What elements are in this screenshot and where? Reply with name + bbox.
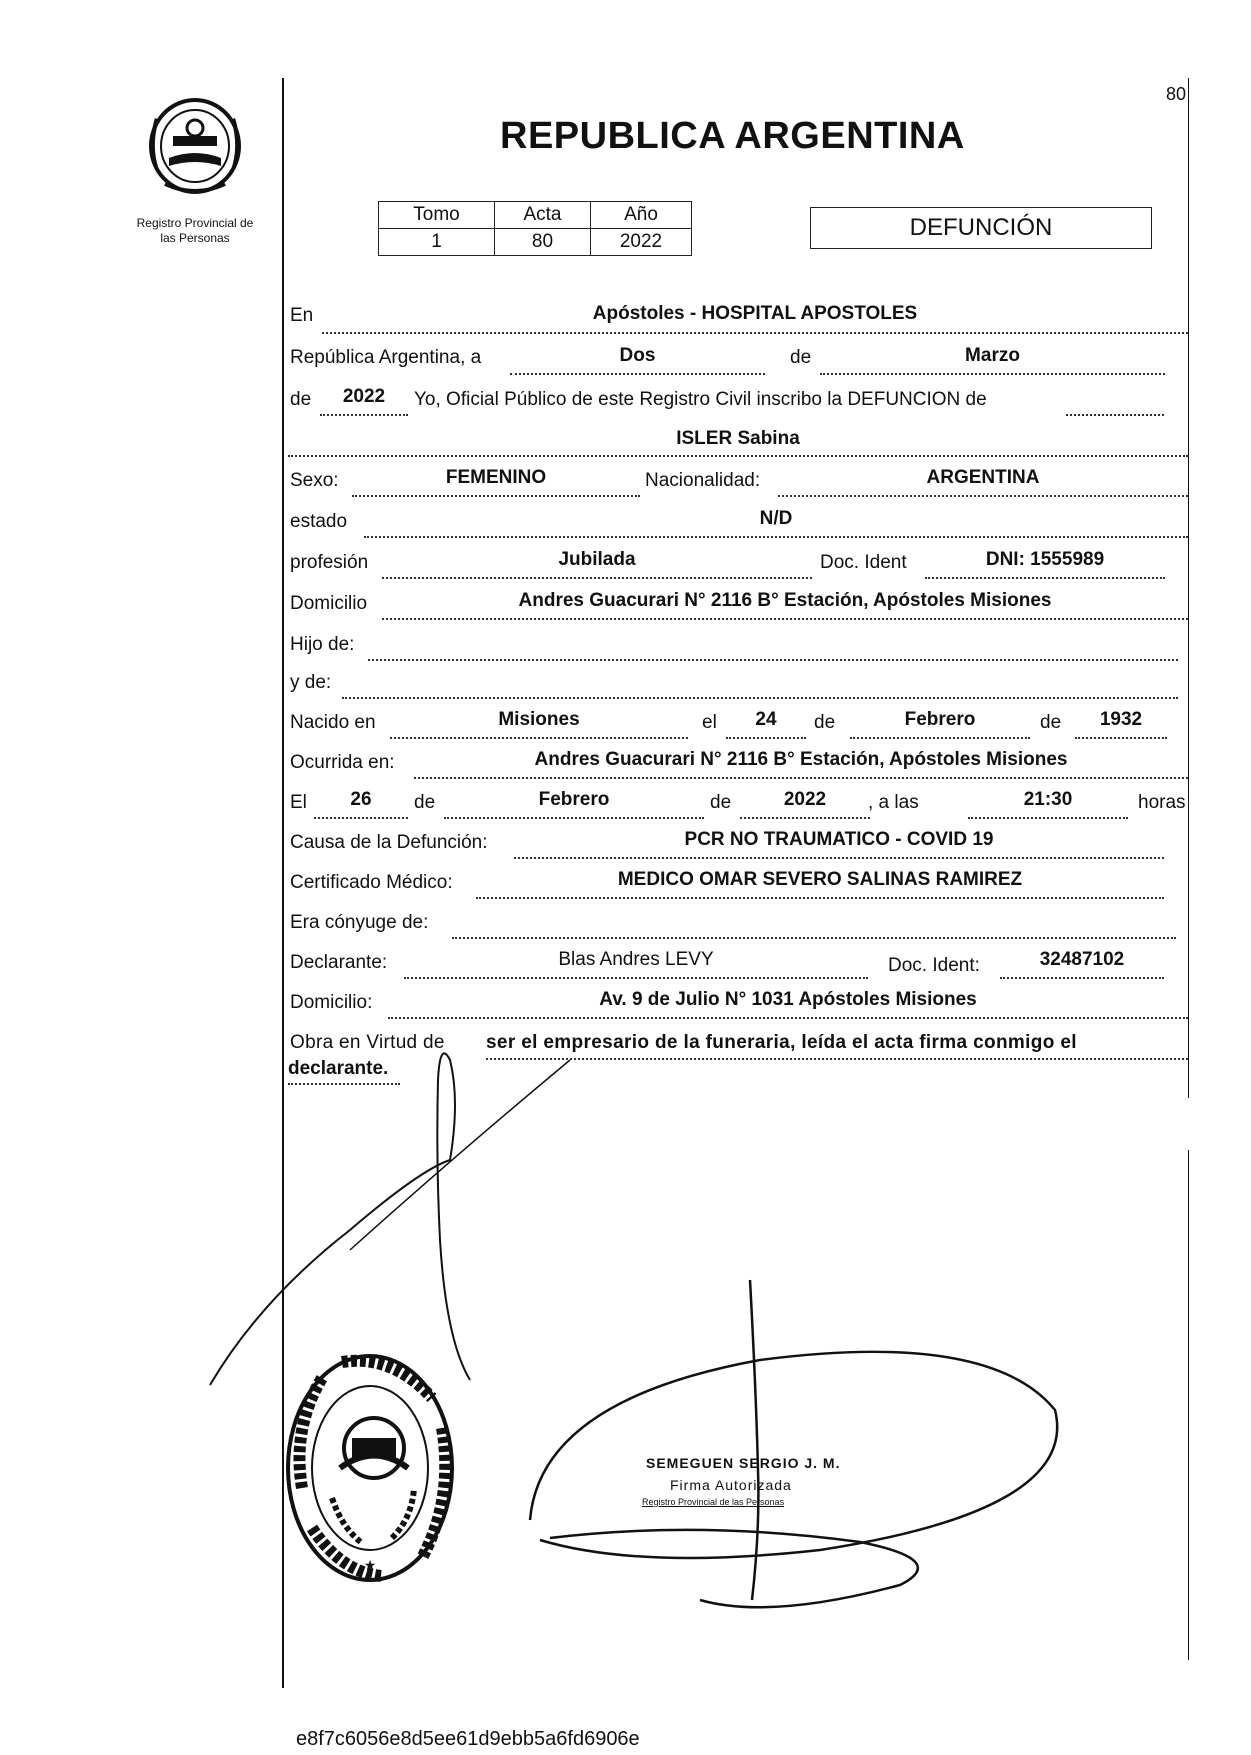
dotted-line — [726, 737, 806, 739]
declarant-doc-value: 32487102 — [1039, 949, 1125, 970]
dotted-line — [452, 937, 1176, 939]
official-seal — [282, 1348, 462, 1593]
label-en: En — [290, 305, 314, 326]
label-de: de — [1040, 712, 1062, 733]
label-horas: horas — [1138, 792, 1186, 813]
dotted-line — [390, 737, 688, 739]
label-certificado: Certificado Médico: — [290, 872, 453, 893]
registration-year: 2022 — [342, 386, 386, 407]
declarant-address-value: Av. 9 de Julio N° 1031 Apóstoles Misiones — [599, 989, 977, 1010]
dotted-line — [352, 495, 640, 497]
dotted-line — [322, 332, 1188, 334]
label-de: de — [290, 389, 312, 410]
label-ocurrida-en: Ocurrida en: — [290, 752, 395, 773]
signatory-office: Registro Provincial de las Personas — [642, 1497, 785, 1507]
official-signature — [520, 1270, 1080, 1630]
right-margin-line — [1188, 78, 1189, 1098]
sex-value: FEMENINO — [445, 467, 547, 488]
dotted-line — [778, 495, 1188, 497]
dotted-line — [1075, 737, 1167, 739]
document-hash: e8f7c6056e8d5ee61d9ebb5a6fd6906e — [296, 1728, 640, 1750]
label-de: de — [814, 712, 836, 733]
address-value: Andres Guacurari N° 2116 B° Estación, Apóstoles Misiones — [518, 590, 1052, 611]
obra-text-line-2: declarante. — [288, 1058, 389, 1079]
dotted-line — [314, 817, 408, 819]
label-domicilio: Domicilio — [290, 593, 368, 614]
dotted-line — [740, 817, 870, 819]
death-day-value: 26 — [350, 789, 372, 810]
label-domicilio: Domicilio: — [290, 992, 373, 1013]
birth-year-value: 1932 — [1099, 709, 1143, 730]
marital-status-value: N/D — [759, 508, 793, 529]
label-doc-ident: Doc. Ident: — [888, 955, 980, 976]
label-de: de — [710, 792, 732, 813]
label-declarante: Declarante: — [290, 952, 388, 973]
dotted-line — [514, 857, 1164, 859]
dotted-line — [404, 977, 868, 979]
registration-day: Dos — [619, 345, 656, 366]
dotted-line — [364, 536, 1188, 538]
dotted-line — [476, 897, 1164, 899]
birthplace-value: Misiones — [498, 709, 580, 730]
tomo-value: 1 — [379, 229, 495, 256]
cause-of-death-value: PCR NO TRAUMATICO - COVID 19 — [684, 829, 994, 850]
dotted-line — [288, 455, 1188, 457]
dotted-line — [342, 697, 1178, 699]
label-y-de: y de: — [290, 672, 332, 693]
profession-value: Jubilada — [558, 549, 636, 570]
dotted-line — [968, 817, 1128, 819]
label-de: de — [414, 792, 436, 813]
birth-day-value: 24 — [755, 709, 777, 730]
dotted-line — [320, 414, 408, 416]
dotted-line — [382, 577, 812, 579]
deceased-name: ISLER Sabina — [676, 428, 800, 449]
label-el: El — [290, 792, 307, 813]
dotted-line — [1066, 414, 1164, 416]
label-republica: República Argentina, a — [290, 347, 482, 368]
label-profesion: profesión — [290, 552, 369, 573]
doc-ident-value: DNI: 1555989 — [985, 549, 1105, 570]
dotted-line — [382, 618, 1188, 620]
dotted-line — [1000, 977, 1164, 979]
death-time-value: 21:30 — [1023, 789, 1073, 810]
dotted-line — [368, 659, 1178, 661]
dotted-line — [820, 373, 1165, 375]
label-causa: Causa de la Defunción: — [290, 832, 488, 853]
registration-month: Marzo — [965, 345, 1020, 366]
page-title: REPUBLICA ARGENTINA — [500, 115, 965, 157]
label-sexo: Sexo: — [290, 470, 339, 491]
medical-certificate-value: MEDICO OMAR SEVERO SALINAS RAMIREZ — [617, 869, 1023, 890]
dotted-line — [444, 817, 704, 819]
right-margin-line-lower — [1188, 1150, 1189, 1660]
dotted-line — [925, 577, 1165, 579]
signature-block — [642, 1452, 841, 1508]
reference-value-row — [379, 229, 692, 256]
label-el: el — [702, 712, 717, 733]
svg-text:★: ★ — [363, 1557, 377, 1573]
page-number: 80 — [1166, 84, 1187, 104]
col-acta: Acta — [495, 202, 591, 229]
col-tomo: Tomo — [379, 202, 495, 229]
death-place-value: Andres Guacurari N° 2116 B° Estación, Apóstoles Misiones — [534, 749, 1068, 770]
signatory-name: SEMEGUEN SERGIO J. M. — [646, 1455, 841, 1471]
death-year-value: 2022 — [783, 789, 827, 810]
issuer-line-2: las Personas — [160, 231, 230, 245]
dotted-line — [388, 1017, 1188, 1019]
death-month-value: Febrero — [538, 789, 610, 810]
issuer-line-1: Registro Provincial de — [136, 216, 254, 230]
anio-value: 2022 — [591, 229, 692, 256]
acta-value: 80 — [495, 229, 591, 256]
label-nacido-en: Nacido en — [290, 712, 376, 733]
place-value: Apóstoles - HOSPITAL APOSTOLES — [592, 303, 918, 324]
declarant-name-value: Blas Andres LEVY — [558, 949, 714, 970]
label-obra: Obra en Virtud de — [290, 1032, 445, 1053]
issuer-name — [115, 216, 275, 246]
province-logo — [135, 88, 255, 203]
label-a-las: , a las — [868, 792, 919, 813]
label-de: de — [790, 347, 812, 368]
dotted-line — [414, 777, 1188, 779]
dotted-line — [510, 373, 765, 375]
reference-header-row — [379, 202, 692, 229]
birth-month-value: Febrero — [904, 709, 976, 730]
label-yo-oficial: Yo, Oficial Público de este Registro Civil inscribo la DEFUNCION de — [414, 389, 987, 410]
dotted-line — [850, 737, 1030, 739]
col-anio: Año — [591, 202, 692, 229]
label-conyuge: Era cónyuge de: — [290, 912, 429, 933]
label-doc-ident: Doc. Ident — [820, 552, 907, 573]
label-hijo-de: Hijo de: — [290, 634, 355, 655]
label-estado: estado — [290, 511, 348, 532]
signatory-role: Firma Autorizada — [670, 1477, 792, 1493]
nationality-value: ARGENTINA — [926, 467, 1040, 488]
obra-text-line-1: ser el empresario de la funeraria, leída el acta firma conmigo el — [486, 1032, 1077, 1053]
label-nacionalidad: Nacionalidad: — [645, 470, 761, 491]
record-type-box: DEFUNCIÓN — [810, 207, 1152, 249]
reference-table — [378, 201, 692, 256]
